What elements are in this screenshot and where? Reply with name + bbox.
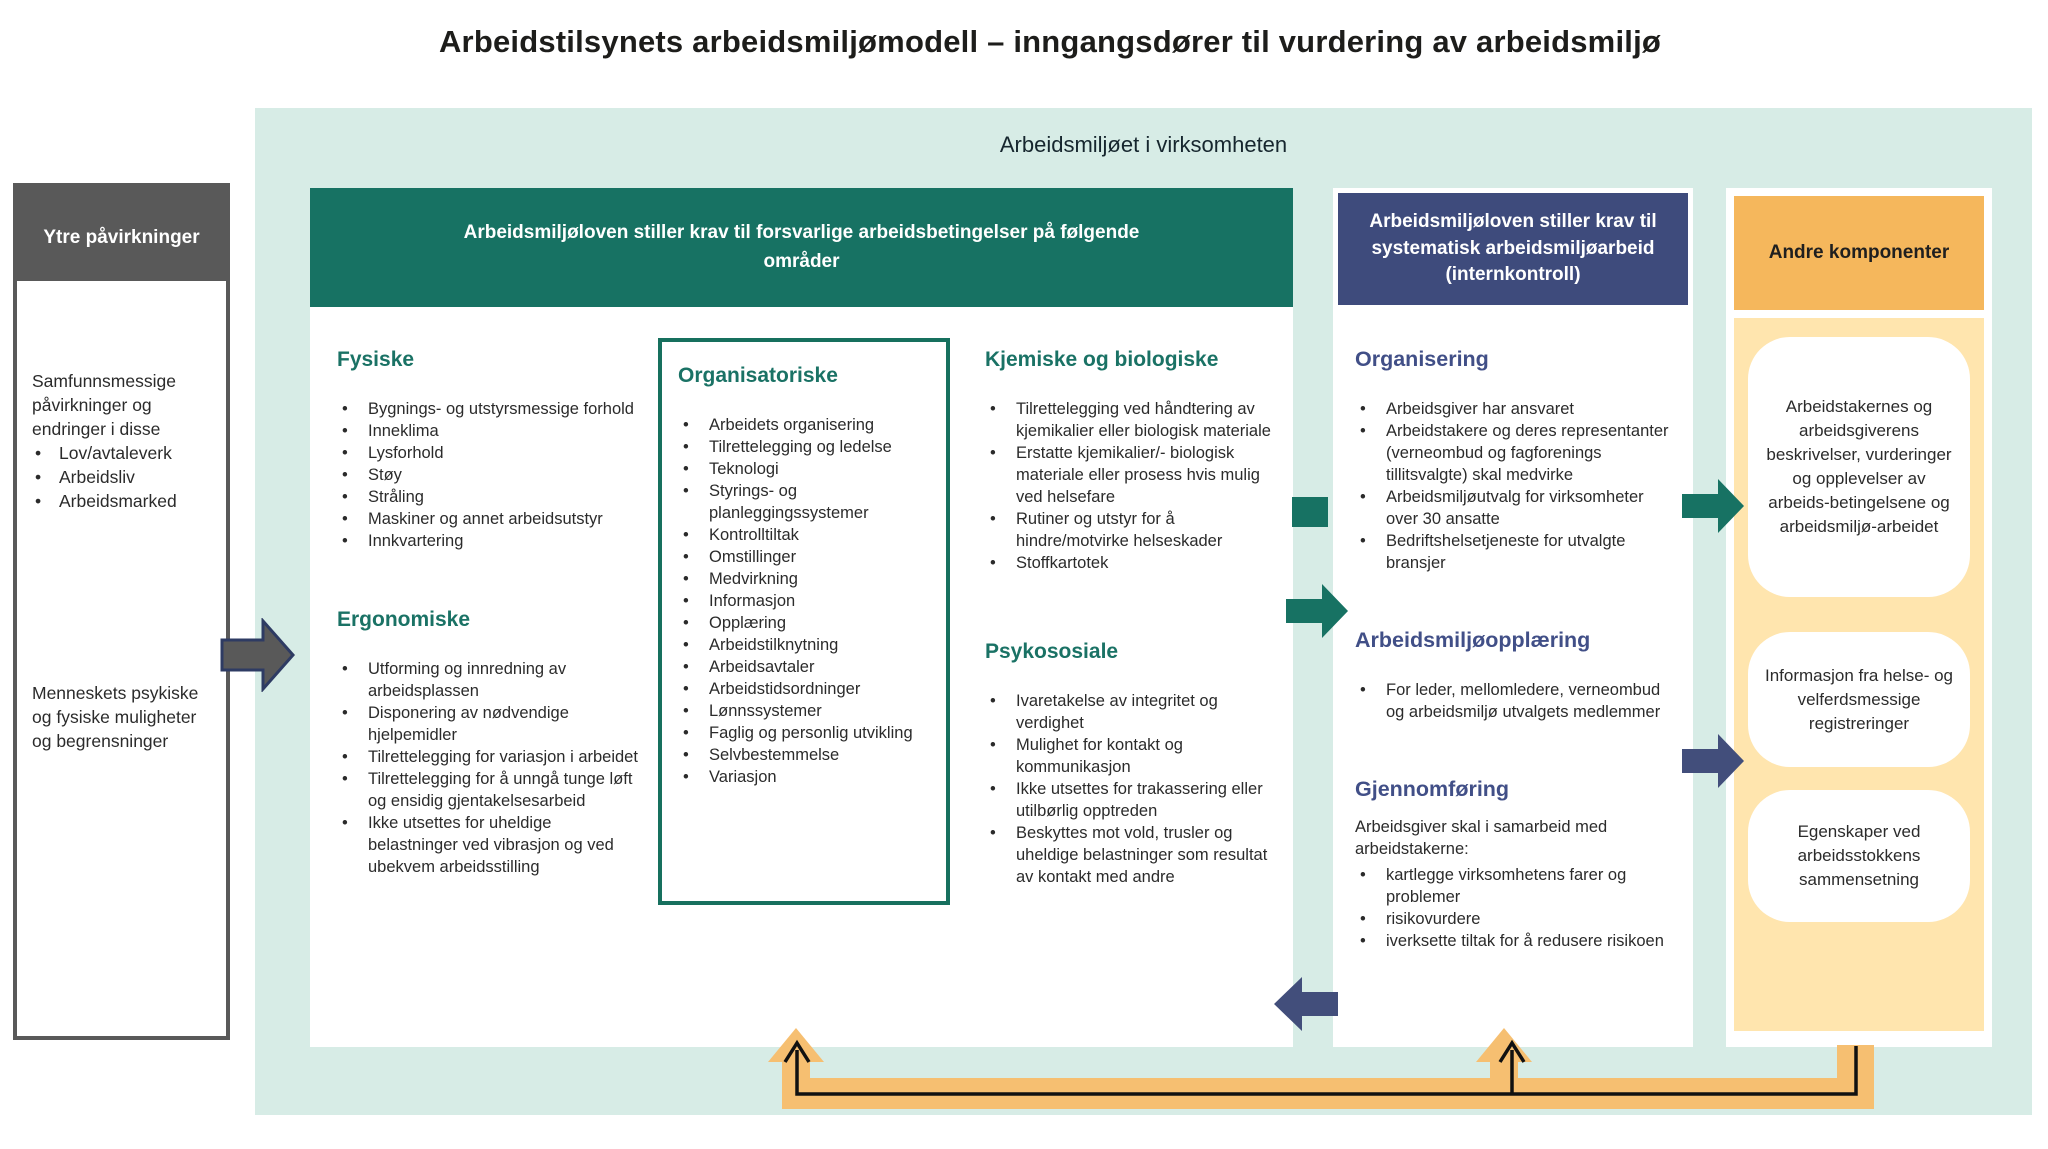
external-influences-box (13, 183, 230, 1040)
list-item: • Lønnssystemer (678, 700, 932, 722)
column-physical-ergonomic (337, 348, 643, 878)
list-item: • Arbeidsgiver har ansvaret (1355, 398, 1675, 420)
list-item: • Arbeidsliv (32, 465, 211, 489)
systematic-work-panel (1333, 188, 1693, 1047)
section-heading-gjennomforing: Gjennomføring (1355, 777, 1510, 801)
systematic-work-content (1355, 347, 1675, 952)
list-item: • Arbeidstidsordninger (678, 678, 932, 700)
list-item: • Maskiner og annet arbeidsutstyr (337, 508, 643, 530)
list-item: • Erstatte kjemikalier/- biologisk materiale eller prosess hvis mulig ved helsefare (985, 442, 1285, 508)
component-card-workforce: Egenskaper ved arbeidsstokkens sammensetning (1748, 790, 1970, 922)
list-item: • Informasjon (678, 590, 932, 612)
list-item: • Tilrettelegging ved håndtering av kjemikalier eller biologisk materiale (985, 398, 1285, 442)
organisering-list (1355, 398, 1675, 574)
organisatoriske-list (678, 414, 932, 788)
container-label: Arbeidsmiljøet i virksomheten (999, 132, 1288, 157)
list-item: • Arbeidsmarked (32, 489, 211, 513)
section-heading-kjemiske: Kjemiske og biologiske (985, 348, 1219, 371)
gray-arrow-right-icon (220, 618, 296, 692)
opplaering-list (1355, 679, 1675, 723)
list-item: • Innkvartering (337, 530, 643, 552)
list-item: • Disponering av nødvendige hjelpemidler (337, 702, 643, 746)
section-heading-organisatoriske: Organisatoriske (678, 364, 838, 387)
list-item: • iverksette tiltak for å redusere risikoen (1355, 930, 1675, 952)
list-item: • Arbeidsavtaler (678, 656, 932, 678)
teal-connector-icon (1292, 497, 1328, 527)
list-item: • Bygnings- og utstyrsmessige forhold (337, 398, 643, 420)
working-conditions-header-text: Arbeidsmiljøloven stiller krav til forsvarlige arbeidsbetingelser på følgende områder (463, 222, 1140, 272)
gjennomforing-list (1355, 864, 1675, 952)
external-para-society: Samfunnsmessige påvirkninger og endringer i disse (32, 370, 176, 439)
list-item: • Tilrettelegging for å unngå tunge løft og ensidig gjentakelsesarbeid (337, 768, 643, 812)
list-item: • Stoffkartotek (985, 552, 1285, 574)
list-item: • Lov/avtaleverk (32, 441, 211, 465)
list-item: • Kontrolltiltak (678, 524, 932, 546)
systematic-work-header (1338, 193, 1688, 305)
list-item: • Ikke utsettes for trakassering eller utilbørlig opptreden (985, 778, 1285, 822)
component-card-descriptions: Arbeidstakernes og arbeidsgiverens beskrivelser, vurderinger og opplevelser av arbeids-betingelsene og arbeidsmiljø-arbeidet (1748, 337, 1970, 597)
list-item: • Styrings- og planleggingssystemer (678, 480, 932, 524)
list-item: • Bedriftshelsetjeneste for utvalgte bransjer (1355, 530, 1675, 574)
list-item: • Tilrettelegging og ledelse (678, 436, 932, 458)
section-heading-organisering: Organisering (1355, 347, 1489, 371)
list-item: • risikovurdere (1355, 908, 1675, 930)
list-item: • Støy (337, 464, 643, 486)
ergonomiske-list (337, 658, 643, 878)
working-conditions-header (310, 188, 1293, 307)
working-conditions-panel (310, 188, 1293, 1047)
list-item: • Selvbestemmelse (678, 744, 932, 766)
systematic-work-header-text: Arbeidsmiljøloven stiller krav til systematisk arbeidsmiljøarbeid (internkontroll) (1369, 211, 1657, 286)
feedback-loop-arrows-icon (760, 1014, 1890, 1115)
external-para-human: Menneskets psykiske og fysiske muligheter og begrensninger (32, 682, 199, 751)
list-item: • Inneklima (337, 420, 643, 442)
list-item: • Arbeidstakere og deres representanter (verneombud og fagforenings tillitsvalgte) skal medvirke (1355, 420, 1675, 486)
list-item: • Beskyttes mot vold, trusler og uheldige belastninger som resultat av kontakt med andre (985, 822, 1285, 888)
list-item: • Medvirkning (678, 568, 932, 590)
list-item: • For leder, mellomledere, verneombud og arbeidsmiljø utvalgets medlemmer (1355, 679, 1675, 723)
list-item: • Mulighet for kontakt og kommunikasjon (985, 734, 1285, 778)
section-heading-psykososiale: Psykososiale (985, 640, 1119, 663)
list-item: • Teknologi (678, 458, 932, 480)
section-heading-fysiske: Fysiske (337, 348, 415, 371)
column-chemical-psychosocial (985, 348, 1285, 888)
list-item: • Ikke utsettes for uheldige belastninger ved vibrasjon og ved ubekvem arbeidsstilling (337, 812, 643, 878)
list-item: • Arbeidsmiljøutvalg for virksomheter over 30 ansatte (1355, 486, 1675, 530)
list-item: • Tilrettelegging for variasjon i arbeidet (337, 746, 643, 768)
list-item: • Opplæring (678, 612, 932, 634)
list-item: • Lysforhold (337, 442, 643, 464)
external-influences-body (17, 281, 226, 753)
list-item: • Faglig og personlig utvikling (678, 722, 932, 744)
list-item: • Variasjon (678, 766, 932, 788)
component-card-health-info: Informasjon fra helse- og velferdsmessige registreringer (1748, 632, 1970, 767)
list-item: • kartlegge virksomhetens farer og problemer (1355, 864, 1675, 908)
list-item: • Omstillinger (678, 546, 932, 568)
teal-arrow-right-icon (1286, 582, 1350, 640)
other-components-panel (1726, 188, 1992, 1047)
external-influences-list (32, 441, 211, 513)
list-item: • Arbeidstilknytning (678, 634, 932, 656)
external-influences-header: Ytre påvirkninger (17, 187, 226, 281)
fysiske-list (337, 398, 643, 552)
section-heading-ergonomiske: Ergonomiske (337, 608, 471, 631)
list-item: • Ivaretakelse av integritet og verdighet (985, 690, 1285, 734)
kjemiske-list (985, 398, 1285, 574)
list-item: • Utforming og innredning av arbeidsplassen (337, 658, 643, 702)
navy-arrow-right-icon (1682, 732, 1746, 790)
list-item: • Rutiner og utstyr for å hindre/motvirke helseskader (985, 508, 1285, 552)
other-components-header: Andre komponenter (1734, 196, 1984, 310)
teal-arrow-right-icon (1682, 477, 1746, 535)
psykososiale-list (985, 690, 1285, 888)
gjennomforing-intro: Arbeidsgiver skal i samarbeid med arbeidstakerne: (1355, 818, 1608, 858)
list-item: • Arbeidets organisering (678, 414, 932, 436)
list-item: • Stråling (337, 486, 643, 508)
page-title: Arbeidstilsynets arbeidsmiljømodell – inngangsdører til vurdering av arbeidsmiljø (438, 24, 1662, 59)
organisatoriske-box (658, 338, 950, 905)
section-heading-opplaering: Arbeidsmiljøopplæring (1355, 628, 1591, 652)
